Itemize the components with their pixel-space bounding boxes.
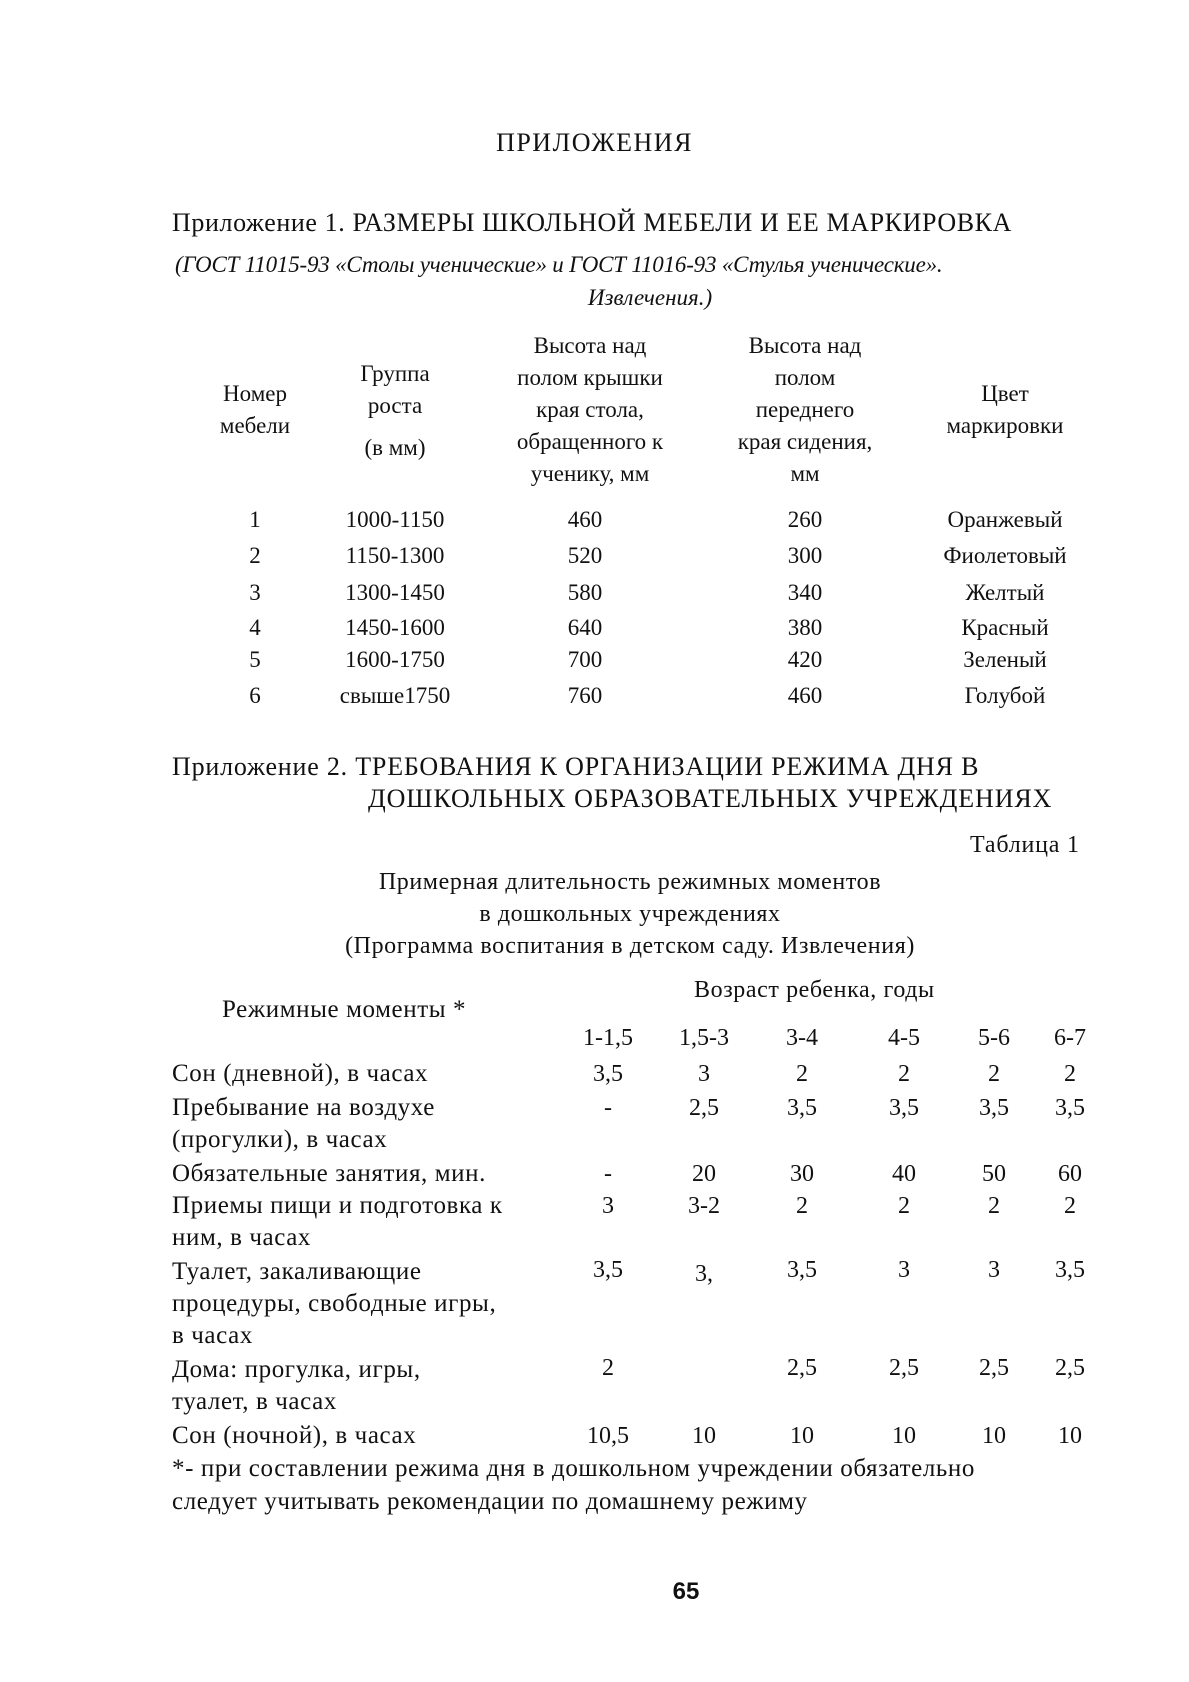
row-value: 3, [695, 1261, 713, 1287]
row-value: 10 [692, 1423, 716, 1449]
cell-number: 2 [249, 543, 261, 568]
row-value: 3 [698, 1061, 710, 1087]
cell-table-height: 520 [567, 543, 603, 568]
row-value: 2 [796, 1061, 808, 1087]
row-label: процедуры, свободные игры, [172, 1290, 497, 1317]
col-header-table-height: Высота над полом крышки края стола, обращенного к ученику, мм [516, 333, 664, 486]
cell-table-height: 640 [567, 615, 603, 640]
row-value: - [604, 1095, 612, 1121]
row-value: 2 [898, 1193, 910, 1219]
table-caption: Примерная длительность режимных моментов [378, 869, 882, 895]
row-value: 3,5 [889, 1095, 919, 1121]
age-header: 4-5 [888, 1025, 920, 1051]
appendix1-subtitle-cont: Извлечения.) [587, 285, 713, 310]
age-header: 3-4 [786, 1025, 818, 1051]
cell-group: 1000-1150 [345, 507, 445, 532]
table-caption: (Программа воспитания в детском саду. Извлечения) [345, 933, 915, 959]
row-value: 2 [1064, 1193, 1076, 1219]
cell-number: 5 [249, 647, 261, 672]
row-value: 40 [892, 1161, 916, 1187]
cell-group: 1450-1600 [345, 615, 445, 640]
row-label: Обязательные занятия, мин. [172, 1160, 486, 1187]
cell-seat-height: 420 [787, 647, 823, 672]
cell-table-height: 580 [567, 580, 603, 605]
row-value: 10 [790, 1423, 814, 1449]
table-number: Таблица 1 [970, 832, 1080, 858]
row-value: 2 [898, 1061, 910, 1087]
row-value: 30 [790, 1161, 814, 1187]
cell-group: 1600-1750 [345, 647, 445, 672]
cell-color: Зеленый [963, 647, 1047, 672]
row-label: в часах [172, 1322, 253, 1349]
page-number: 65 [672, 1578, 700, 1605]
appendix2-title: Приложение 2. ТРЕБОВАНИЯ К ОРГАНИЗАЦИИ РЕЖИМА ДНЯ В [172, 752, 980, 781]
row-label: Пребывание на воздухе [172, 1094, 435, 1121]
row-value: 2,5 [889, 1355, 919, 1381]
row-value: 3,5 [787, 1095, 817, 1121]
cell-number: 6 [249, 683, 261, 708]
cell-seat-height: 460 [787, 683, 823, 708]
row-value: 60 [1058, 1161, 1082, 1187]
cell-group: свыше1750 [339, 683, 451, 708]
row-value: 10 [1058, 1423, 1082, 1449]
col-header-age: Возраст ребенка, годы [694, 977, 935, 1003]
row-value: 2 [602, 1355, 614, 1381]
cell-color: Фиолетовый [943, 543, 1067, 568]
row-value: 3,5 [787, 1257, 817, 1283]
age-header: 1-1,5 [583, 1025, 633, 1051]
row-value: 3-2 [688, 1193, 720, 1219]
col-header-moments: Режимные моменты * [222, 996, 467, 1023]
footnote: следует учитывать рекомендации по домашнему режиму [172, 1488, 808, 1515]
row-value: 50 [982, 1161, 1006, 1187]
col-header-group: Группа роста (в мм) [360, 361, 430, 460]
row-value: 2 [988, 1193, 1000, 1219]
row-value: 2,5 [979, 1355, 1009, 1381]
age-header: 5-6 [978, 1025, 1010, 1051]
cell-color: Желтый [965, 580, 1045, 605]
appendix2-title-cont: ДОШКОЛЬНЫХ ОБРАЗОВАТЕЛЬНЫХ УЧРЕЖДЕНИЯХ [368, 784, 1053, 813]
row-value: 3 [898, 1257, 910, 1283]
page-heading: ПРИЛОЖЕНИЯ [496, 128, 693, 157]
row-label: ним, в часах [172, 1224, 311, 1251]
cell-group: 1150-1300 [345, 543, 445, 568]
row-value: 2,5 [1055, 1355, 1085, 1381]
row-value: 3 [602, 1193, 614, 1219]
row-value: 3,5 [979, 1095, 1009, 1121]
cell-number: 1 [249, 507, 261, 532]
cell-table-height: 760 [567, 683, 603, 708]
cell-color: Красный [961, 615, 1049, 640]
row-value: 3 [988, 1257, 1000, 1283]
row-label: Сон (дневной), в часах [172, 1060, 429, 1087]
row-value: 20 [692, 1161, 716, 1187]
age-header: 6-7 [1054, 1025, 1086, 1051]
row-label: (прогулки), в часах [172, 1126, 388, 1153]
cell-table-height: 700 [567, 647, 603, 672]
row-value: 2 [796, 1193, 808, 1219]
row-value: 3,5 [593, 1257, 623, 1283]
row-label: туалет, в часах [172, 1388, 337, 1415]
row-label: Приемы пищи и подготовка к [172, 1192, 503, 1219]
cell-color: Голубой [964, 683, 1046, 708]
cell-seat-height: 260 [787, 507, 823, 532]
cell-seat-height: 300 [787, 543, 823, 568]
col-header-color: Цвет маркировки [946, 381, 1064, 438]
row-label: Туалет, закаливающие [172, 1258, 422, 1285]
row-value: 10,5 [587, 1423, 629, 1449]
appendix1-title: Приложение 1. РАЗМЕРЫ ШКОЛЬНОЙ МЕБЕЛИ И ЕЕ МАРКИРОВКА [172, 208, 1012, 237]
cell-seat-height: 380 [787, 615, 823, 640]
row-value: 3,5 [1055, 1257, 1085, 1283]
cell-table-height: 460 [567, 507, 603, 532]
row-label: Дома: прогулка, игры, [172, 1356, 421, 1383]
cell-group: 1300-1450 [345, 580, 445, 605]
cell-number: 4 [249, 615, 261, 640]
row-value: - [604, 1161, 612, 1187]
row-value: 2,5 [689, 1095, 719, 1121]
row-value: 2,5 [787, 1355, 817, 1381]
age-header: 1,5-3 [679, 1025, 729, 1051]
row-label: Сон (ночной), в часах [172, 1422, 417, 1449]
row-value: 3,5 [1055, 1095, 1085, 1121]
row-value: 2 [988, 1061, 1000, 1087]
cell-number: 3 [249, 580, 261, 605]
cell-color: Оранжевый [947, 507, 1063, 532]
cell-seat-height: 340 [787, 580, 823, 605]
row-value: 2 [1064, 1061, 1076, 1087]
col-header-seat-height: Высота над полом переднего края сидения, мм [737, 333, 873, 486]
row-value: 10 [892, 1423, 916, 1449]
footnote: *- при составлении режима дня в дошкольном учреждении обязательно [172, 1455, 976, 1482]
row-value: 3,5 [593, 1061, 623, 1087]
table-caption: в дошкольных учреждениях [479, 901, 781, 927]
appendix1-subtitle: (ГОСТ 11015-93 «Столы ученические» и ГОСТ 11016-93 «Стулья ученические». [175, 252, 943, 277]
col-header-number: Номер мебели [219, 381, 291, 438]
row-value: 10 [982, 1423, 1006, 1449]
